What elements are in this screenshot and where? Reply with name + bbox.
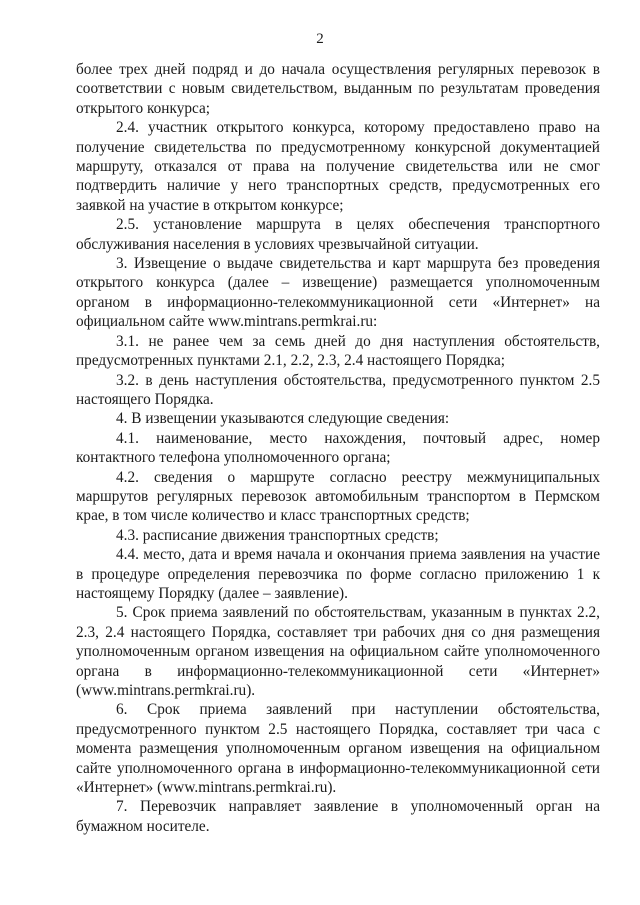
paragraph-2-5: 2.5. установление маршрута в целях обеспечения транспортного обслуживания населения в условиях чрезвычайной ситуации. [76, 216, 600, 253]
paragraph-4-4: 4.4. место, дата и время начала и окончания приема заявления на участие в процедуре определения перевозчика по форме согласно приложению 1 к настоящему Порядку (далее – заявление). [76, 546, 600, 602]
paragraph-4: 4. В извещении указываются следующие сведения: [116, 410, 450, 428]
paragraph-2-3-continuation: более трех дней подряд и до начала осуществления регулярных перевозок в соответствии с новым свидетельством, выданным по результатам проведения открытого конкурса; [76, 61, 600, 117]
paragraph-3: 3. Извещение о выдаче свидетельства и карт маршрута без проведения открытого конкурса (далее – извещение) размещается уполномоченным органом в информационно-телекоммуникационной сети «Интернет» на официальном сайте www.mintrans.permkrai.ru: [76, 255, 600, 331]
paragraph-3-2: 3.2. в день наступления обстоятельства, предусмотренного пунктом 2.5 настоящего Порядка. [76, 371, 600, 408]
page-number: 2 [316, 31, 324, 47]
paragraph-4-2: 4.2. сведения о маршруте согласно реестру межмуниципальных маршрутов регулярных перевозок автомобильным транспортом в Пермском крае, в том числе количество и класс транспортных средств; [76, 468, 600, 525]
paragraph-3-1: 3.1. не ранее чем за семь дней до дня наступления обстоятельств, предусмотренных пунктами 2.1, 2.2, 2.3, 2.4 настоящего Порядка; [76, 332, 600, 370]
paragraph-4-1: 4.1. наименование, место нахождения, почтовый адрес, номер контактного телефона уполномоченного органа; [76, 429, 600, 467]
document-body [76, 60, 600, 836]
paragraph-2-4: 2.4. участник открытого конкурса, которому предоставлено право на получение свидетельства по предусмотренному конкурсной документацией маршруту, отказался от права на получение свидетельства или не смог подтвердить наличие у него транспортных средств, предусмотренных его заявкой на участие в открытом конкурсе; [76, 119, 600, 214]
paragraph-5: 5. Срок приема заявлений по обстоятельствам, указанным в пунктах 2.2, 2.3, 2.4 настоящего Порядка, составляет три рабочих дня со дня размещения уполномоченным органом извещения на официальном сайте уполномоченного органа в информационно-телекоммуникационной сети «Интернет» (www.mintrans.permkrai.ru). [76, 604, 600, 699]
paragraph-7: 7. Перевозчик направляет заявление в уполномоченный орган на бумажном носителе. [76, 798, 600, 835]
paragraph-4-3: 4.3. расписание движения транспортных средств; [116, 526, 439, 544]
paragraph-6: 6. Срок приема заявлений при наступлении обстоятельства, предусмотренного пунктом 2.5 настоящего Порядка, составляет три часа с момента размещения уполномоченным органом извещения на официальном сайте уполномоченного органа в информационно-телекоммуникационной сети «Интернет» (www.mintrans.permkrai.ru). [76, 701, 600, 797]
